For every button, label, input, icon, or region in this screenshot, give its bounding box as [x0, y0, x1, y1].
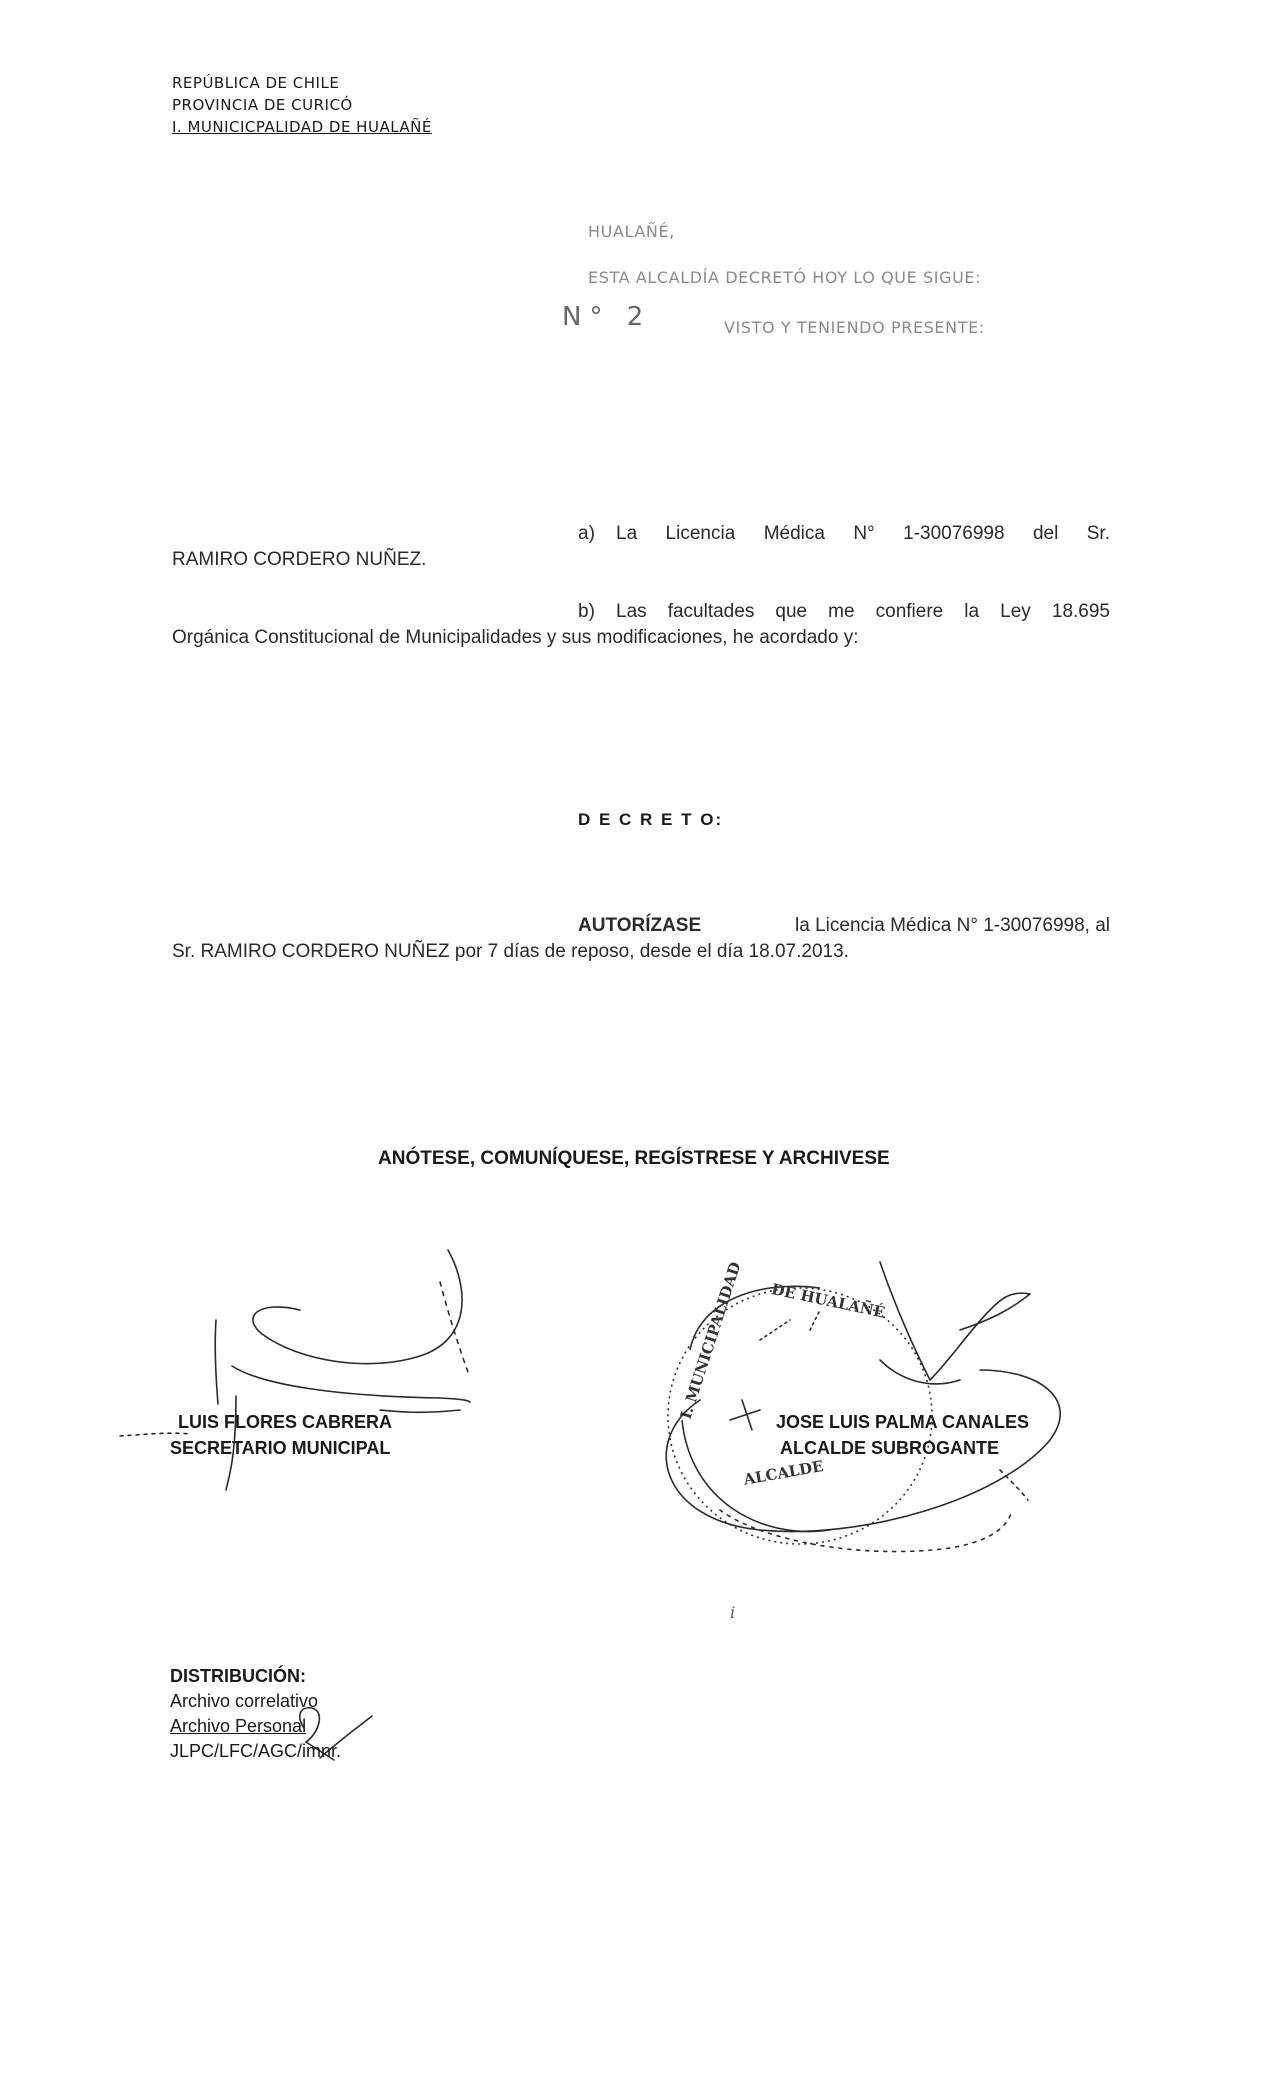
- decree-continuation: Sr. RAMIRO CORDERO NUÑEZ por 7 días de reposo, desde el día 18.07.2013.: [172, 941, 849, 962]
- left-signatory-title: SECRETARIO MUNICIPAL: [170, 1438, 391, 1458]
- consideration-b-marker: b): [578, 601, 595, 622]
- decree-verb: AUTORÍZASE: [578, 915, 702, 936]
- right-signatory-title: ALCALDE SUBROGANTE: [780, 1438, 999, 1458]
- visto-line: VISTO Y TENIENDO PRESENTE:: [724, 318, 985, 337]
- place-line: HUALAÑÉ,: [588, 222, 675, 241]
- header-republic: REPÚBLICA DE CHILE: [172, 74, 340, 92]
- right-signatory-name: JOSE LUIS PALMA CANALES: [776, 1412, 1030, 1432]
- closing-formula: ANÓTESE, COMUNÍQUESE, REGÍSTRESE Y ARCHIVESE: [378, 1148, 890, 1169]
- header-municipality: I. MUNICICPALIDAD DE HUALAÑÉ: [172, 118, 432, 136]
- stamp-left-text: I. MUNICIPALIDAD: [676, 1259, 745, 1422]
- stamp-top-text: DE HUALAÑÉ: [769, 1280, 887, 1322]
- consideration-b-continuation: Orgánica Constitucional de Municipalidades y sus modificaciones, he acordado y:: [172, 627, 859, 648]
- distribution-item: Archivo correlativo: [170, 1691, 319, 1711]
- decree-heading: D E C R E T O:: [578, 810, 724, 829]
- decree-text: la Licencia Médica N° 1-30076998, al: [795, 915, 1110, 936]
- distribution-item: Archivo Personal: [170, 1716, 307, 1736]
- left-signatory-name: LUIS FLORES CABRERA: [178, 1412, 393, 1432]
- header-province: PROVINCIA DE CURICÓ: [172, 96, 353, 114]
- distribution-heading: DISTRIBUCIÓN:: [170, 1666, 306, 1686]
- decree-number-marks: N° 2: [562, 302, 652, 332]
- consideration-b-text: Las facultades que me confiere la Ley 18.695: [616, 601, 1110, 622]
- decree-first-line: [578, 914, 1110, 938]
- stamp-bottom-text: ALCALDE: [742, 1456, 825, 1489]
- stray-mark: i: [730, 1603, 736, 1622]
- right-handwritten-signature: [666, 1259, 1060, 1552]
- consideration-a-continuation: RAMIRO CORDERO NUÑEZ.: [172, 549, 427, 570]
- distribution-block: [170, 1664, 341, 1764]
- distribution-item: JLPC/LFC/AGC/imnr.: [170, 1741, 342, 1761]
- consideration-a-marker: a): [578, 523, 595, 544]
- decree-intro-line: ESTA ALCALDÍA DECRETÓ HOY LO QUE SIGUE:: [588, 268, 982, 287]
- consideration-a-text: La Licencia Médica N° 1-30076998 del Sr.: [616, 523, 1110, 544]
